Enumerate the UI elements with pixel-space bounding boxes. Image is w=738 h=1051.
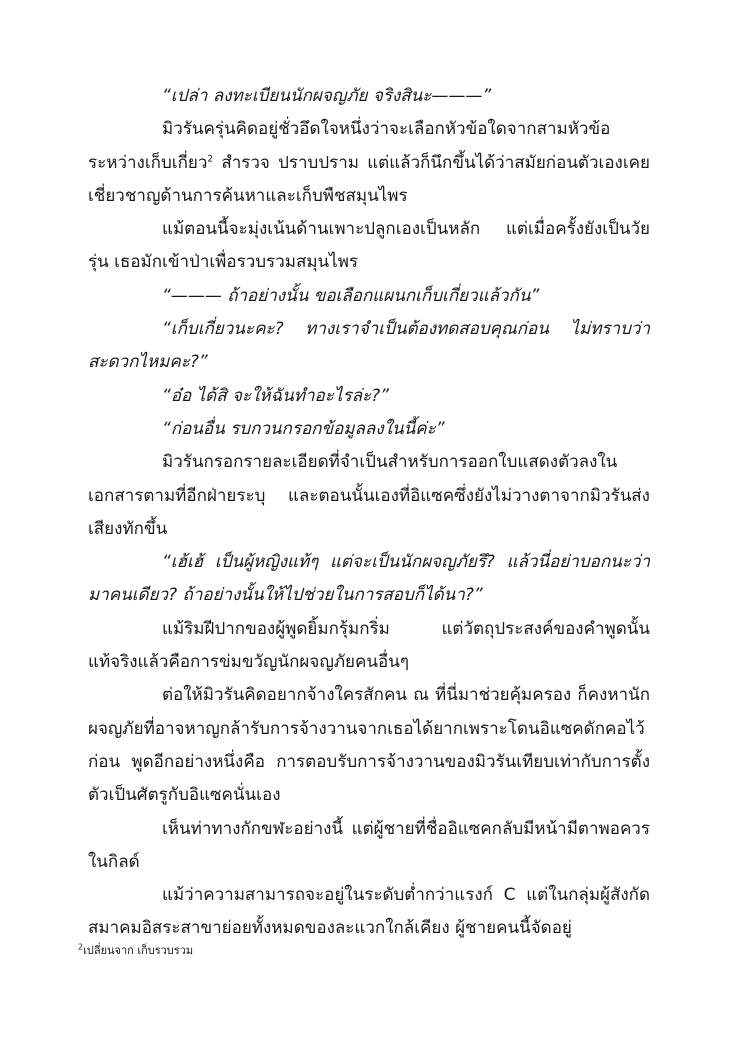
- dialogue-line: “เก็บเกี่ยวนะคะ? ทางเราจำเป็นต้องทดสอบคุณก่อน ไม่ทราบว่าสะดวกไหมคะ?”: [88, 319, 650, 373]
- narrative-paragraph: แม้ริมฝีปากของผู้พูดยิ้มกรุ้มกริ่ม แต่วัตถุประสงค์ของคำพูดนั้นแท้จริงแล้วคือการข่มขวัญนักผจญภัยคนอื่นๆ: [88, 618, 650, 673]
- narrative-paragraph: ต่อให้มิวรันคิดอยากจ้างใครสักคน ณ ที่นี่มาช่วยคุ้มครอง ก็คงหานักผจญภัยที่อาจหาญกล้ารับการจ้างวานจากเธอได้ยากเพราะโดนอิแซคดักคอไว้ก่อน พูดอีกอย่างหนึ่งคือ การตอบรับการจ้างวานของมิวรันเทียบเท่ากับการตั้งตัวเป็นศัตรูกับอิแซคนั่นเอง: [88, 685, 650, 806]
- paragraph-text: สำรวจ ปราบปราม แต่แล้วก็นึกขึ้นได้ว่าสมัยก่อนตัวเองเคยเชี่ยวชาญด้านการค้นหาและเก็บพืชสมุนไพร: [88, 152, 650, 206]
- footnote-text: เปลี่ยนจาก เก็บรวบรวม: [83, 944, 194, 957]
- dialogue-line: “ก่อนอื่น รบกวนกรอกข้อมูลลงในนี้ค่ะ”: [162, 418, 445, 439]
- footnote-mark: 2: [78, 942, 84, 952]
- dialogue-line: “อ๋อ ได้สิ จะให้ฉันทำอะไรล่ะ?”: [162, 385, 389, 406]
- narrative-paragraph: แม้ตอนนี้จะมุ่งเน้นด้านเพาะปลูกเองเป็นหลัก แต่เมื่อครั้งยังเป็นวัยรุ่น เธอมักเข้าป่าเพื่อรวบรวมสมุนไพร: [88, 219, 650, 273]
- dialogue-line: “——— ถ้าอย่างนั้น ขอเลือกแผนกเก็บเกี่ยวแล้วกัน”: [162, 285, 540, 306]
- dialogue-line: “เฮ้เฮ้ เป็นผู้หญิงแท้ๆ แต่จะเป็นนักผจญภัยรึ? แล้วนี่อย่าบอกนะว่ามาคนเดียว? ถ้าอย่างนั้นให้ไปช่วยในการสอบก็ได้นา?”: [88, 552, 650, 606]
- page-body: [88, 80, 650, 946]
- footnote: [78, 944, 193, 958]
- footnote-reference[interactable]: 2: [207, 153, 214, 164]
- narrative-paragraph: แม้ว่าความสามารถจะอยู่ในระดับต่ำกว่าแรงก์ C แต่ในกลุ่มผู้สังกัดสมาคมอิสระสาขาย่อยทั้งหมดของละแวกใกล้เคียง ผู้ชายคนนี้จัดอยู่: [88, 885, 650, 939]
- narrative-paragraph: มิวรันกรอกรายละเอียดที่จำเป็นสำหรับการออกใบแสดงตัวลงในเอกสารตามที่อีกฝ่ายระบุ และตอนนั้นเองที่อิแซคซึ่งยังไม่วางตาจากมิวรันส่งเสียงทักขึ้น: [88, 452, 650, 539]
- dialogue-line: “เปล่า ลงทะเบียนนักผจญภัย จริงสินะ———”: [162, 86, 492, 106]
- narrative-paragraph: เห็นท่าทางกักขฬะอย่างนี้ แต่ผู้ชายที่ชื่ออิแซคกลับมีหน้ามีตาพอควรในกิลด์: [88, 818, 650, 872]
- narrative-paragraph: [88, 113, 650, 213]
- paragraph-text: มิวรันครุ่นคิดอยู่ชั่วอึดใจหนึ่งว่าจะเลือกหัวข้อใดจากสามหัวข้อระหว่างเก็บเกี่ยว: [88, 119, 611, 173]
